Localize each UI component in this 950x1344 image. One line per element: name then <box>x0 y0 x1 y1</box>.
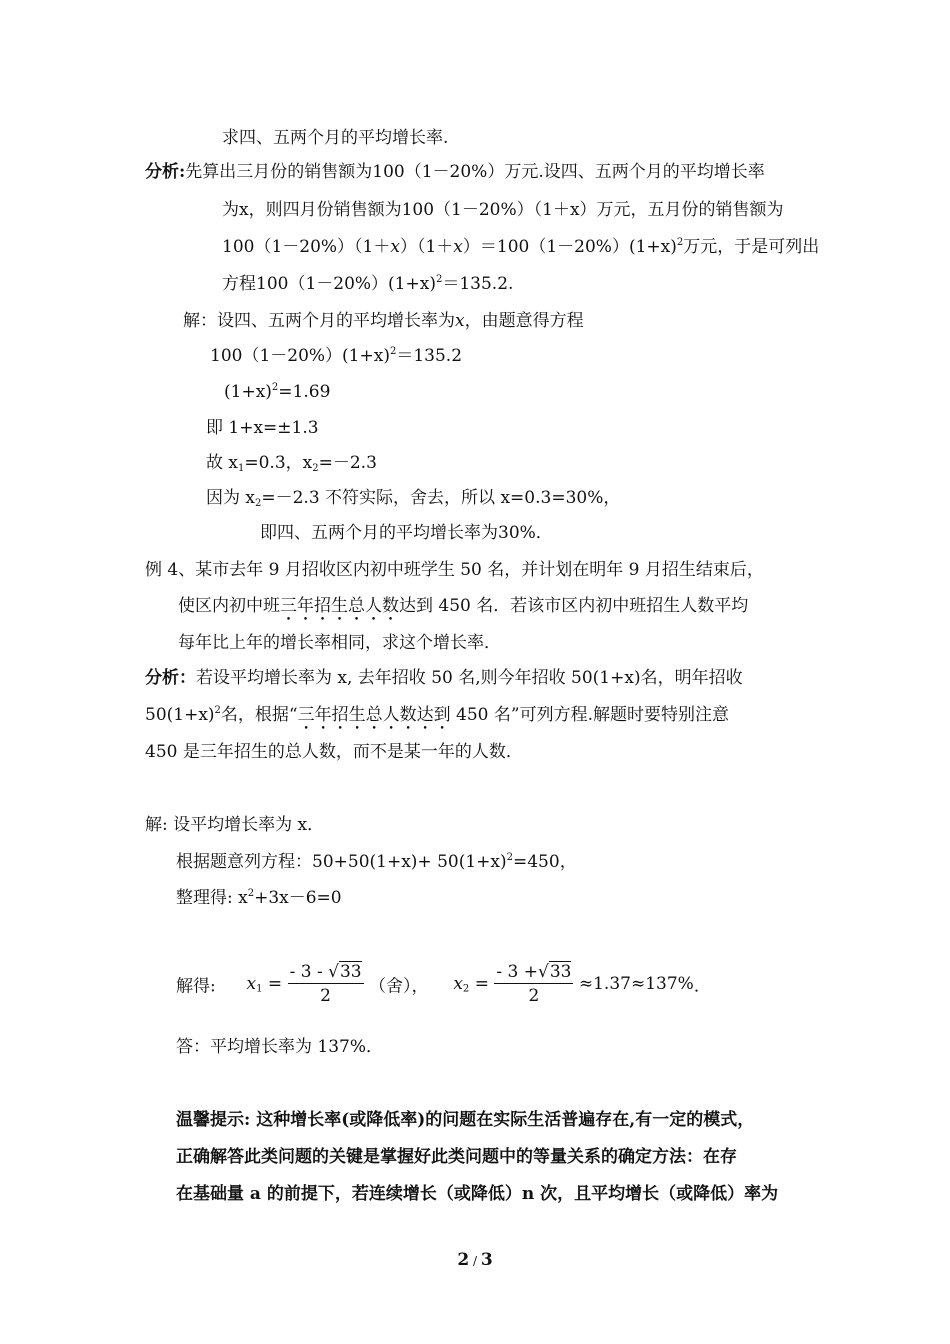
analysis-1-line-4 <box>222 274 513 294</box>
emphasis-char: 年 <box>314 705 332 725</box>
sqrt-sign: √ <box>328 962 339 982</box>
solution-1-eq-5 <box>206 488 620 508</box>
text-segment: 450 名”可列方程.解题时要特别注意 <box>450 705 729 725</box>
emphasis-char: 达 <box>416 705 434 725</box>
denominator: 2 <box>320 986 331 1006</box>
text-segment: 名，根据“ <box>220 705 298 725</box>
tip-line-3: 在基础量 a 的前提下，若连续增长（或降低）n 次，且平均增长（或降低）率为 <box>176 1184 779 1204</box>
solution-1-eq-4 <box>206 453 377 473</box>
text-segment: 达到 450 名．若该市区内初中班招生人数平均 <box>399 596 749 616</box>
emphasis-char: 年 <box>297 596 314 616</box>
text-segment: 100（1－20%）（1＋ <box>222 237 391 257</box>
text-segment: =1.69 <box>278 382 331 402</box>
solution-1-eq-1 <box>210 346 462 366</box>
emphasis-char: 招 <box>331 705 349 725</box>
analysis-1-line-2: 为x，则四月份销售额为100（1－20%）（1＋x）万元，五月份的销售额为 <box>222 200 784 220</box>
text-segment: 若设平均增长率为 x, 去年招收 50 名,则今年招收 50(1+x)名，明年招收 <box>196 668 743 688</box>
text-segment: - 3 + <box>496 962 538 982</box>
text-segment: =－2.3 不符实际，舍去，所以 x=0.3=30%， <box>261 488 621 508</box>
page-number: 2 <box>457 1250 470 1270</box>
solution-2-line-3 <box>176 888 342 908</box>
emphasis-char: 三 <box>297 705 315 725</box>
emphasis-char: 生 <box>348 705 366 725</box>
emphasis-char: 数 <box>399 705 417 725</box>
text-segment: 故 x <box>206 453 238 473</box>
subscript: 1 <box>238 463 245 474</box>
analysis-1-line-3 <box>222 237 819 257</box>
tip-line-2: 正确解答此类问题的关键是掌握好此类问题中的等量关系的确定方法：在存 <box>176 1147 737 1167</box>
analysis-2-line-3: 450 是三年招生的总人数，而不是某一年的人数． <box>145 742 523 762</box>
superscript: 2 <box>435 274 443 285</box>
page-footer <box>0 1250 950 1270</box>
example-4-line-2 <box>178 596 748 616</box>
text-segment: 方程100（1－20%）(1+x) <box>222 274 436 294</box>
emphasis-dotted <box>298 705 451 725</box>
sqrt-sign: √ <box>537 962 549 982</box>
superscript: 2 <box>271 382 279 393</box>
text-segment: 使区内初中班 <box>178 596 280 616</box>
equals-sign: = <box>267 974 283 994</box>
superscript: 2 <box>389 346 397 357</box>
page-separator: / <box>469 1254 481 1268</box>
text-segment: +3x－6=0 <box>254 888 342 908</box>
analysis-2-line-2 <box>145 705 729 725</box>
answer-2: 答：平均增长率为 137%． <box>176 1037 384 1057</box>
text-segment: ）（1＋ <box>399 237 454 257</box>
text-segment: ． <box>693 976 711 997</box>
text-segment: 先算出三月份的销售额为100（1－20%）万元.设四、五两个月的平均增长率 <box>185 162 765 182</box>
solution-2-line-2 <box>176 852 577 872</box>
text-segment: ＝135.2 <box>396 346 463 366</box>
emphasis-char: 人 <box>382 705 400 725</box>
math-variable: x <box>453 974 463 994</box>
superscript: 2 <box>247 888 255 899</box>
math-variable: x <box>246 974 257 994</box>
emphasis-char: 总 <box>348 596 365 616</box>
emphasis-char: 人 <box>365 596 382 616</box>
text-segment: ，由题意得方程 <box>464 311 584 331</box>
solution-1-eq-2 <box>224 382 330 402</box>
sqrt-radicand: 33 <box>339 962 362 982</box>
text-segment: ）＝100（1－20%）(1+x) <box>462 237 677 257</box>
analysis-label: 分析： <box>145 668 196 688</box>
analysis-2-line-1 <box>145 668 743 688</box>
emphasis-char: 总 <box>365 705 383 725</box>
example-4-line-3: 每年比上年的增长率相同，求这个增长率． <box>178 633 501 653</box>
text-segment: 因为 x <box>206 488 255 508</box>
emphasis-dotted <box>280 596 399 616</box>
text-segment: 整理得: x <box>176 888 248 908</box>
subscript: 2 <box>462 983 470 995</box>
text-segment: - 3 - <box>289 962 323 982</box>
superscript: 2 <box>676 237 684 248</box>
solution-2-line-1: 解: 设平均增长率为 x． <box>145 815 325 835</box>
emphasis-char: 生 <box>331 596 348 616</box>
fraction-x1 <box>288 962 364 1006</box>
superscript: 2 <box>506 852 513 863</box>
emphasis-char: 数 <box>382 596 399 616</box>
emphasis-char: 到 <box>433 705 451 725</box>
sqrt-radicand: 33 <box>549 962 572 982</box>
text-segment: 50(1+x) <box>145 705 215 725</box>
text-segment: 万元，于是可列出 <box>683 237 820 257</box>
subscript: 2 <box>312 463 319 474</box>
text-segment: 100（1－20%）(1+x) <box>210 346 390 366</box>
text-segment: =0.3，x <box>244 453 313 473</box>
text-segment: 根据题意列方程：50+50(1+x)+ 50(1+x) <box>176 852 507 872</box>
solution-1-eq-3: 即 1+x=±1.3 <box>206 418 319 438</box>
analysis-1-line-1 <box>145 162 765 182</box>
solution-1-line-1 <box>183 311 584 331</box>
emphasis-char: 招 <box>314 596 331 616</box>
subscript: 2 <box>255 498 262 509</box>
fraction-x2 <box>494 962 573 1006</box>
numerator <box>494 962 573 984</box>
text-segment: =－2.3 <box>318 453 377 473</box>
tip-line-1: 温馨提示: 这种增长率(或降低率)的问题在实际生活普遍存在,有一定的模式， <box>176 1110 755 1130</box>
text-segment: ≈1.37≈137% <box>578 974 694 994</box>
page-total: 3 <box>480 1250 493 1270</box>
text-line: 求四、五两个月的平均增长率. <box>222 128 449 148</box>
subscript: 1 <box>256 983 263 995</box>
superscript: 2 <box>214 705 221 716</box>
text-segment: 解：设四、五两个月的平均增长率为 <box>183 311 455 331</box>
text-segment: ＝135.2. <box>442 274 514 294</box>
emphasis-char: 三 <box>280 596 297 616</box>
math-variable: x <box>453 237 463 257</box>
solution-2-formula <box>176 962 711 1006</box>
solution-1-eq-6: 即四、五两个月的平均增长率为30%． <box>260 523 553 543</box>
example-4-line-1: 例 4、某市去年 9 月招收区内初中班学生 50 名，并计划在明年 9 月招生结束后， <box>145 560 764 580</box>
math-variable: x <box>390 237 400 257</box>
text-segment: （舍）， <box>369 976 429 997</box>
numerator <box>288 962 364 984</box>
text-segment: (1+x) <box>224 382 272 402</box>
analysis-label: 分析: <box>145 162 186 182</box>
math-variable: x <box>455 311 465 331</box>
equals-sign: = <box>474 974 489 994</box>
text-segment: =450， <box>513 852 577 872</box>
formula-label: 解得: <box>176 976 216 997</box>
denominator: 2 <box>528 986 540 1006</box>
